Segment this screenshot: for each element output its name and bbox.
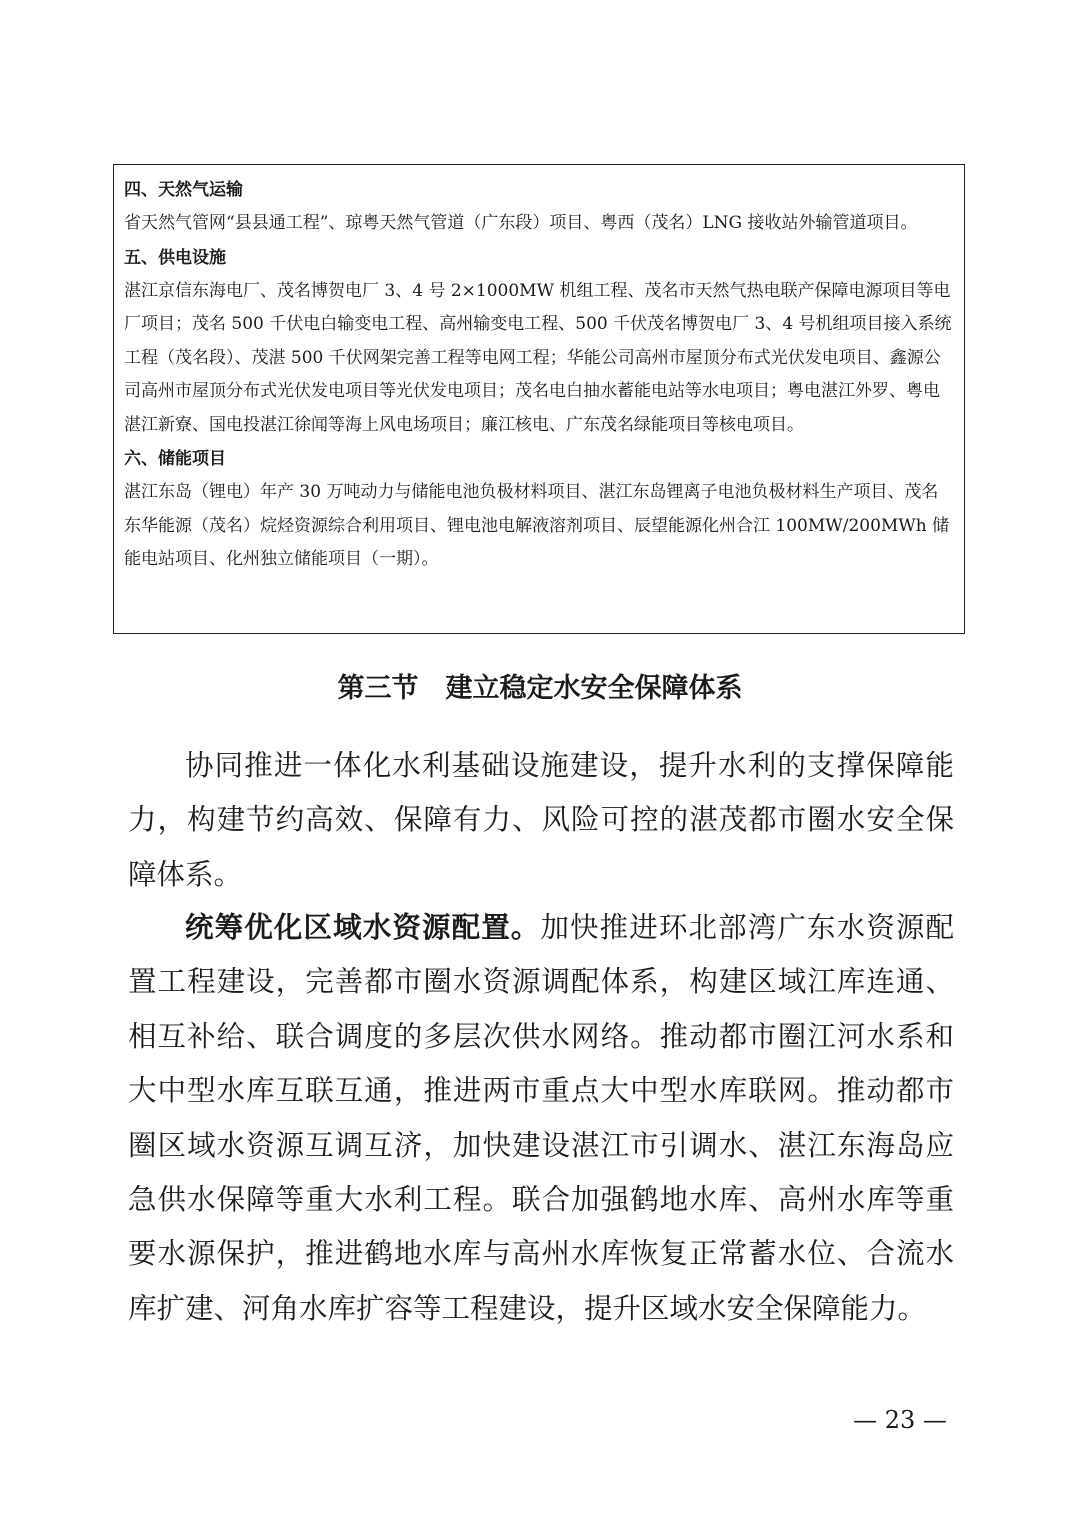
body-paragraph	[128, 900, 954, 1336]
project-list-box	[113, 164, 965, 634]
section-title: 第三节 建立稳定水安全保障体系	[337, 673, 743, 704]
paragraph-lead: 统筹优化区域水资源配置。	[185, 910, 541, 944]
paragraph-text: 加快推进环北部湾广东水资源配置工程建设，完善都市圈水资源调配体系，构建区域江库连通、相互补给、联合调度的多层次供水网络。推动都市圈江河水系和大中型水库互联互通，推进两市重点大中型水库联网。推动都市圈区域水资源互调互济，加快建设湛江市引调水、湛江东海岛应急供水保障等重大水利工程。联合加强鹤地水库、高州水库等重要水源保护，推进鹤地水库与高州水库恢复正常蓄水位、合流水库扩建、河角水库扩容等工程建设，提升区域水安全保障能力。	[128, 911, 954, 1325]
box-heading-natural-gas: 四、天然气运输	[124, 180, 243, 200]
box-text-power-supply: 湛江京信东海电厂、茂名博贺电厂 3、4 号 2×1000MW 机组工程、茂名市天然气热电联产保障电源项目等电厂项目；茂名 500 千伏电白输变电工程、高州输变电工程、500 千伏茂名博贺电厂 3、4 号机组项目接入系统工程（茂名段）、茂湛 500 千伏网架完善工程等电网工程；华能公司高州市屋顶分布式光伏发电项目、鑫源公司高州市屋顶分布式光伏发电项目等光伏发电项目；茂名电白抽水蓄能电站等水电项目；粤电湛江外罗、粤电湛江新寮、国电投湛江徐闻等海上风电场项目；廉江核电、广东茂名绿能项目等核电项目。	[124, 280, 952, 435]
page-number: — 23 —	[853, 1406, 947, 1434]
box-heading-energy-storage: 六、储能项目	[124, 449, 226, 469]
box-heading-power-supply: 五、供电设施	[124, 247, 226, 268]
body-paragraph	[128, 739, 954, 902]
box-text-natural-gas: 省天然气管网“县县通工程”、琼粤天然气管道（广东段）项目、粤西（茂名）LNG 接收站外输管道项目。	[124, 213, 918, 233]
box-text-energy-storage: 湛江东岛（锂电）年产 30 万吨动力与储能电池负极材料项目、湛江东岛锂离子电池负极材料生产项目、茂名东华能源（茂名）烷烃资源综合利用项目、锂电池电解液溶剂项目、辰望能源化州合江 100MW/200MWh 储能电站项目、化州独立储能项目（一期）。	[124, 482, 950, 569]
paragraph-text: 协同推进一体化水利基础设施建设，提升水利的支撑保障能力，构建节约高效、保障有力、风险可控的湛茂都市圈水安全保障体系。	[128, 749, 954, 891]
